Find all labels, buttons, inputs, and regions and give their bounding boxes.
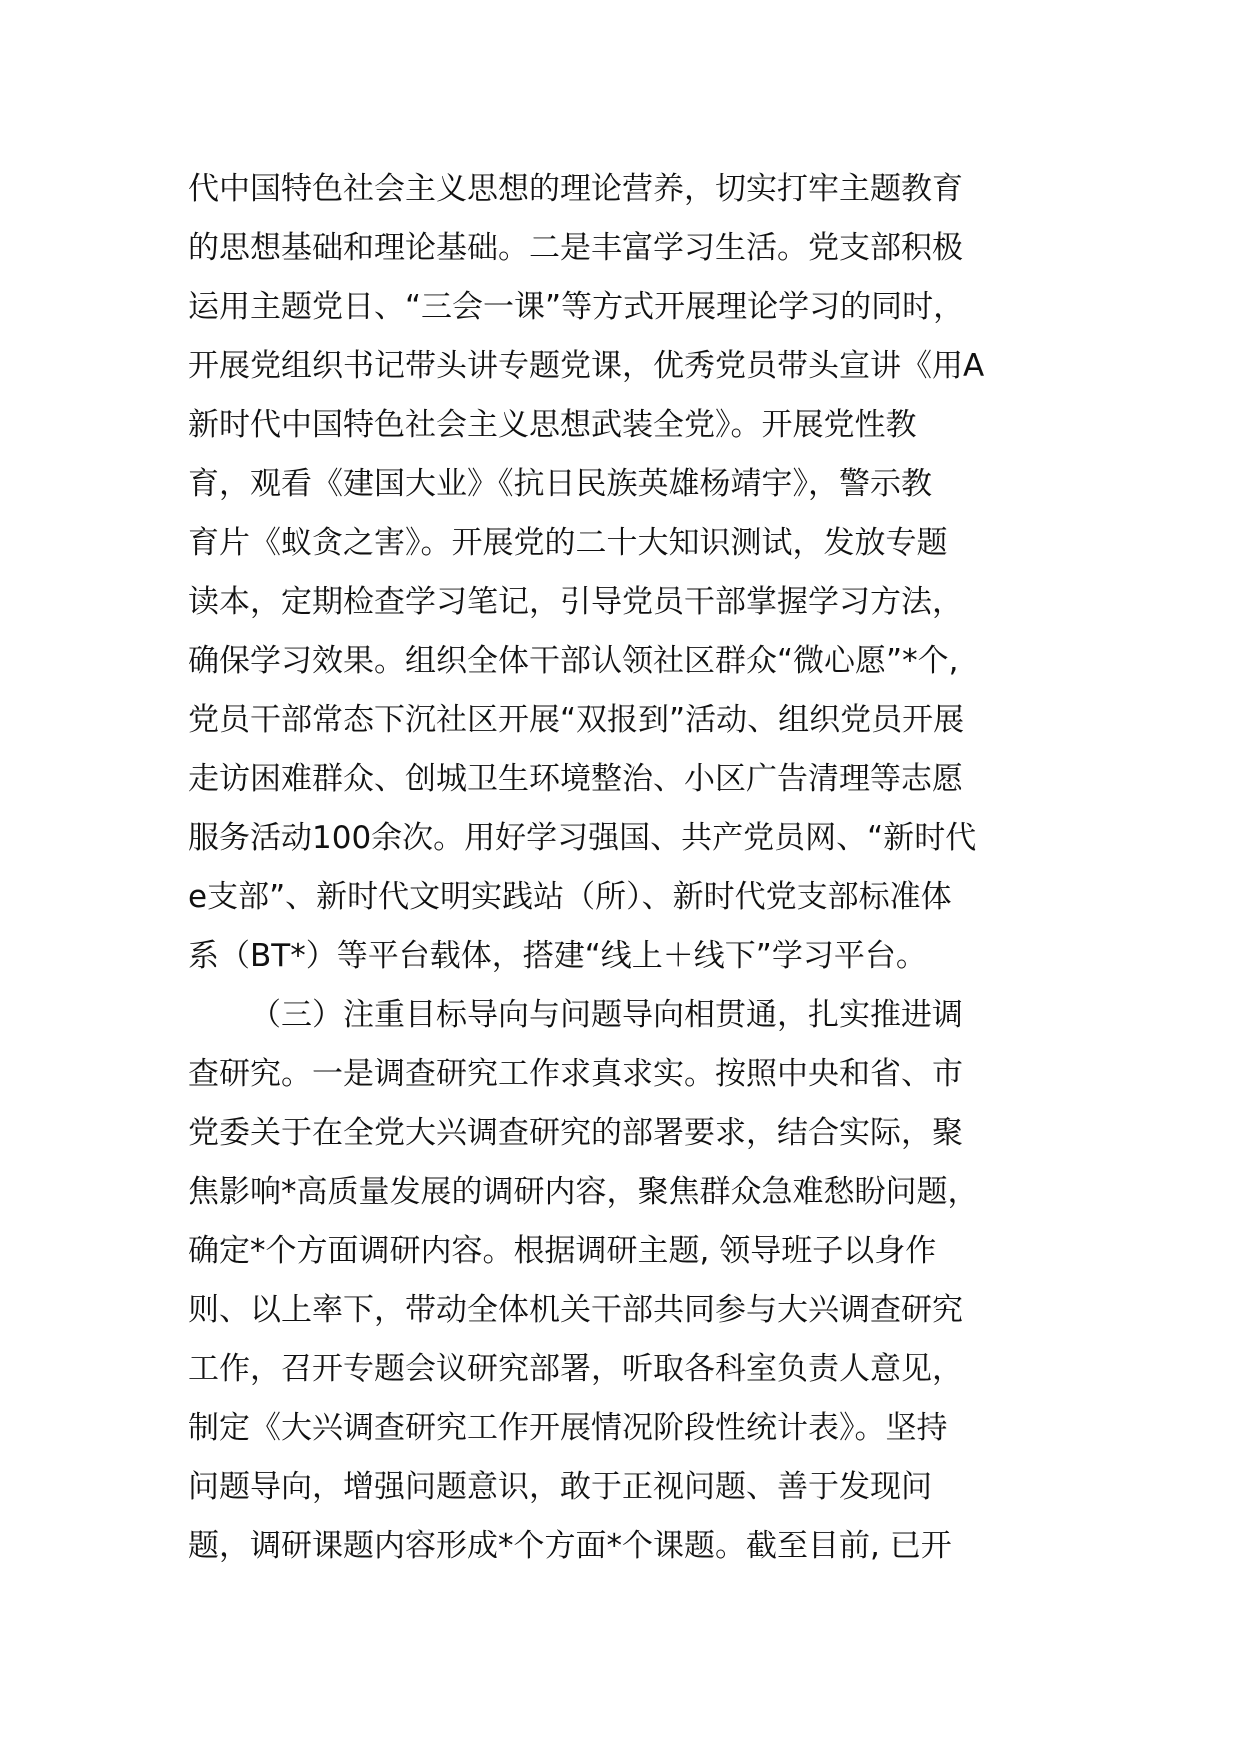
text-line: 的思想基础和理论基础。二是丰富学习生活。党支部积极 xyxy=(188,230,963,266)
text-line: 运用主题党日、“三会一课”等方式开展理论学习的同时， xyxy=(188,289,965,325)
text-line: 确定*个方面调研内容。根据调研主题, 领导班子以身作 xyxy=(188,1233,937,1269)
text-line: 查研究。一是调查研究工作求真求实。按照中央和省、市 xyxy=(188,1056,963,1092)
text-line: 读本，定期检查学习笔记，引导党员干部掌握学习方法， xyxy=(188,584,963,620)
section-heading-line: （三）注重目标导向与问题导向相贯通，扎实推进调 xyxy=(250,997,963,1033)
text-line: 则、以上率下，带动全体机关干部共同参与大兴调查研究 xyxy=(188,1292,963,1328)
text-line: 党员干部常态下沉社区开展“双报到”活动、组织党员开展 xyxy=(188,702,965,738)
text-line: 党委关于在全党大兴调查研究的部署要求，结合实际，聚 xyxy=(188,1115,963,1151)
text-line: 问题导向，增强问题意识，敢于正视问题、善于发现问 xyxy=(188,1469,932,1505)
body-text xyxy=(188,160,1068,1576)
text-line: 制定《大兴调查研究工作开展情况阶段性统计表》。坚持 xyxy=(188,1410,948,1446)
text-line: 走访困难群众、创城卫生环境整治、小区广告清理等志愿 xyxy=(188,761,963,797)
text-line: 确保学习效果。组织全体干部认领社区群众“微心愿”*个, xyxy=(188,643,959,679)
text-line: 新时代中国特色社会主义思想武装全党》。开展党性教 xyxy=(188,407,917,443)
text-line: e支部”、新时代文明实践站（所）、新时代党支部标准体 xyxy=(188,879,952,915)
text-line: 服务活动100余次。用好学习强国、共产党员网、“新时代 xyxy=(188,820,977,856)
text-line: 育片《蚁贪之害》。开展党的二十大知识测试，发放专题 xyxy=(188,525,948,561)
text-line: 焦影响*高质量发展的调研内容，聚焦群众急难愁盼问题， xyxy=(188,1174,979,1210)
text-line: 育，观看《建国大业》《抗日民族英雄杨靖宇》，警示教 xyxy=(188,466,932,502)
text-line: 代中国特色社会主义思想的理论营养，切实打牢主题教育 xyxy=(188,171,963,207)
text-line: 工作，召开专题会议研究部署，听取各科室负责人意见， xyxy=(188,1351,963,1387)
text-line: 题，调研课题内容形成*个方面*个课题。截至目前, 已开 xyxy=(188,1528,952,1564)
text-line: 系（BT*）等平台载体，搭建“线上＋线下”学习平台。 xyxy=(188,938,927,974)
text-line: 开展党组织书记带头讲专题党课，优秀党员带头宣讲《用A xyxy=(188,348,985,384)
